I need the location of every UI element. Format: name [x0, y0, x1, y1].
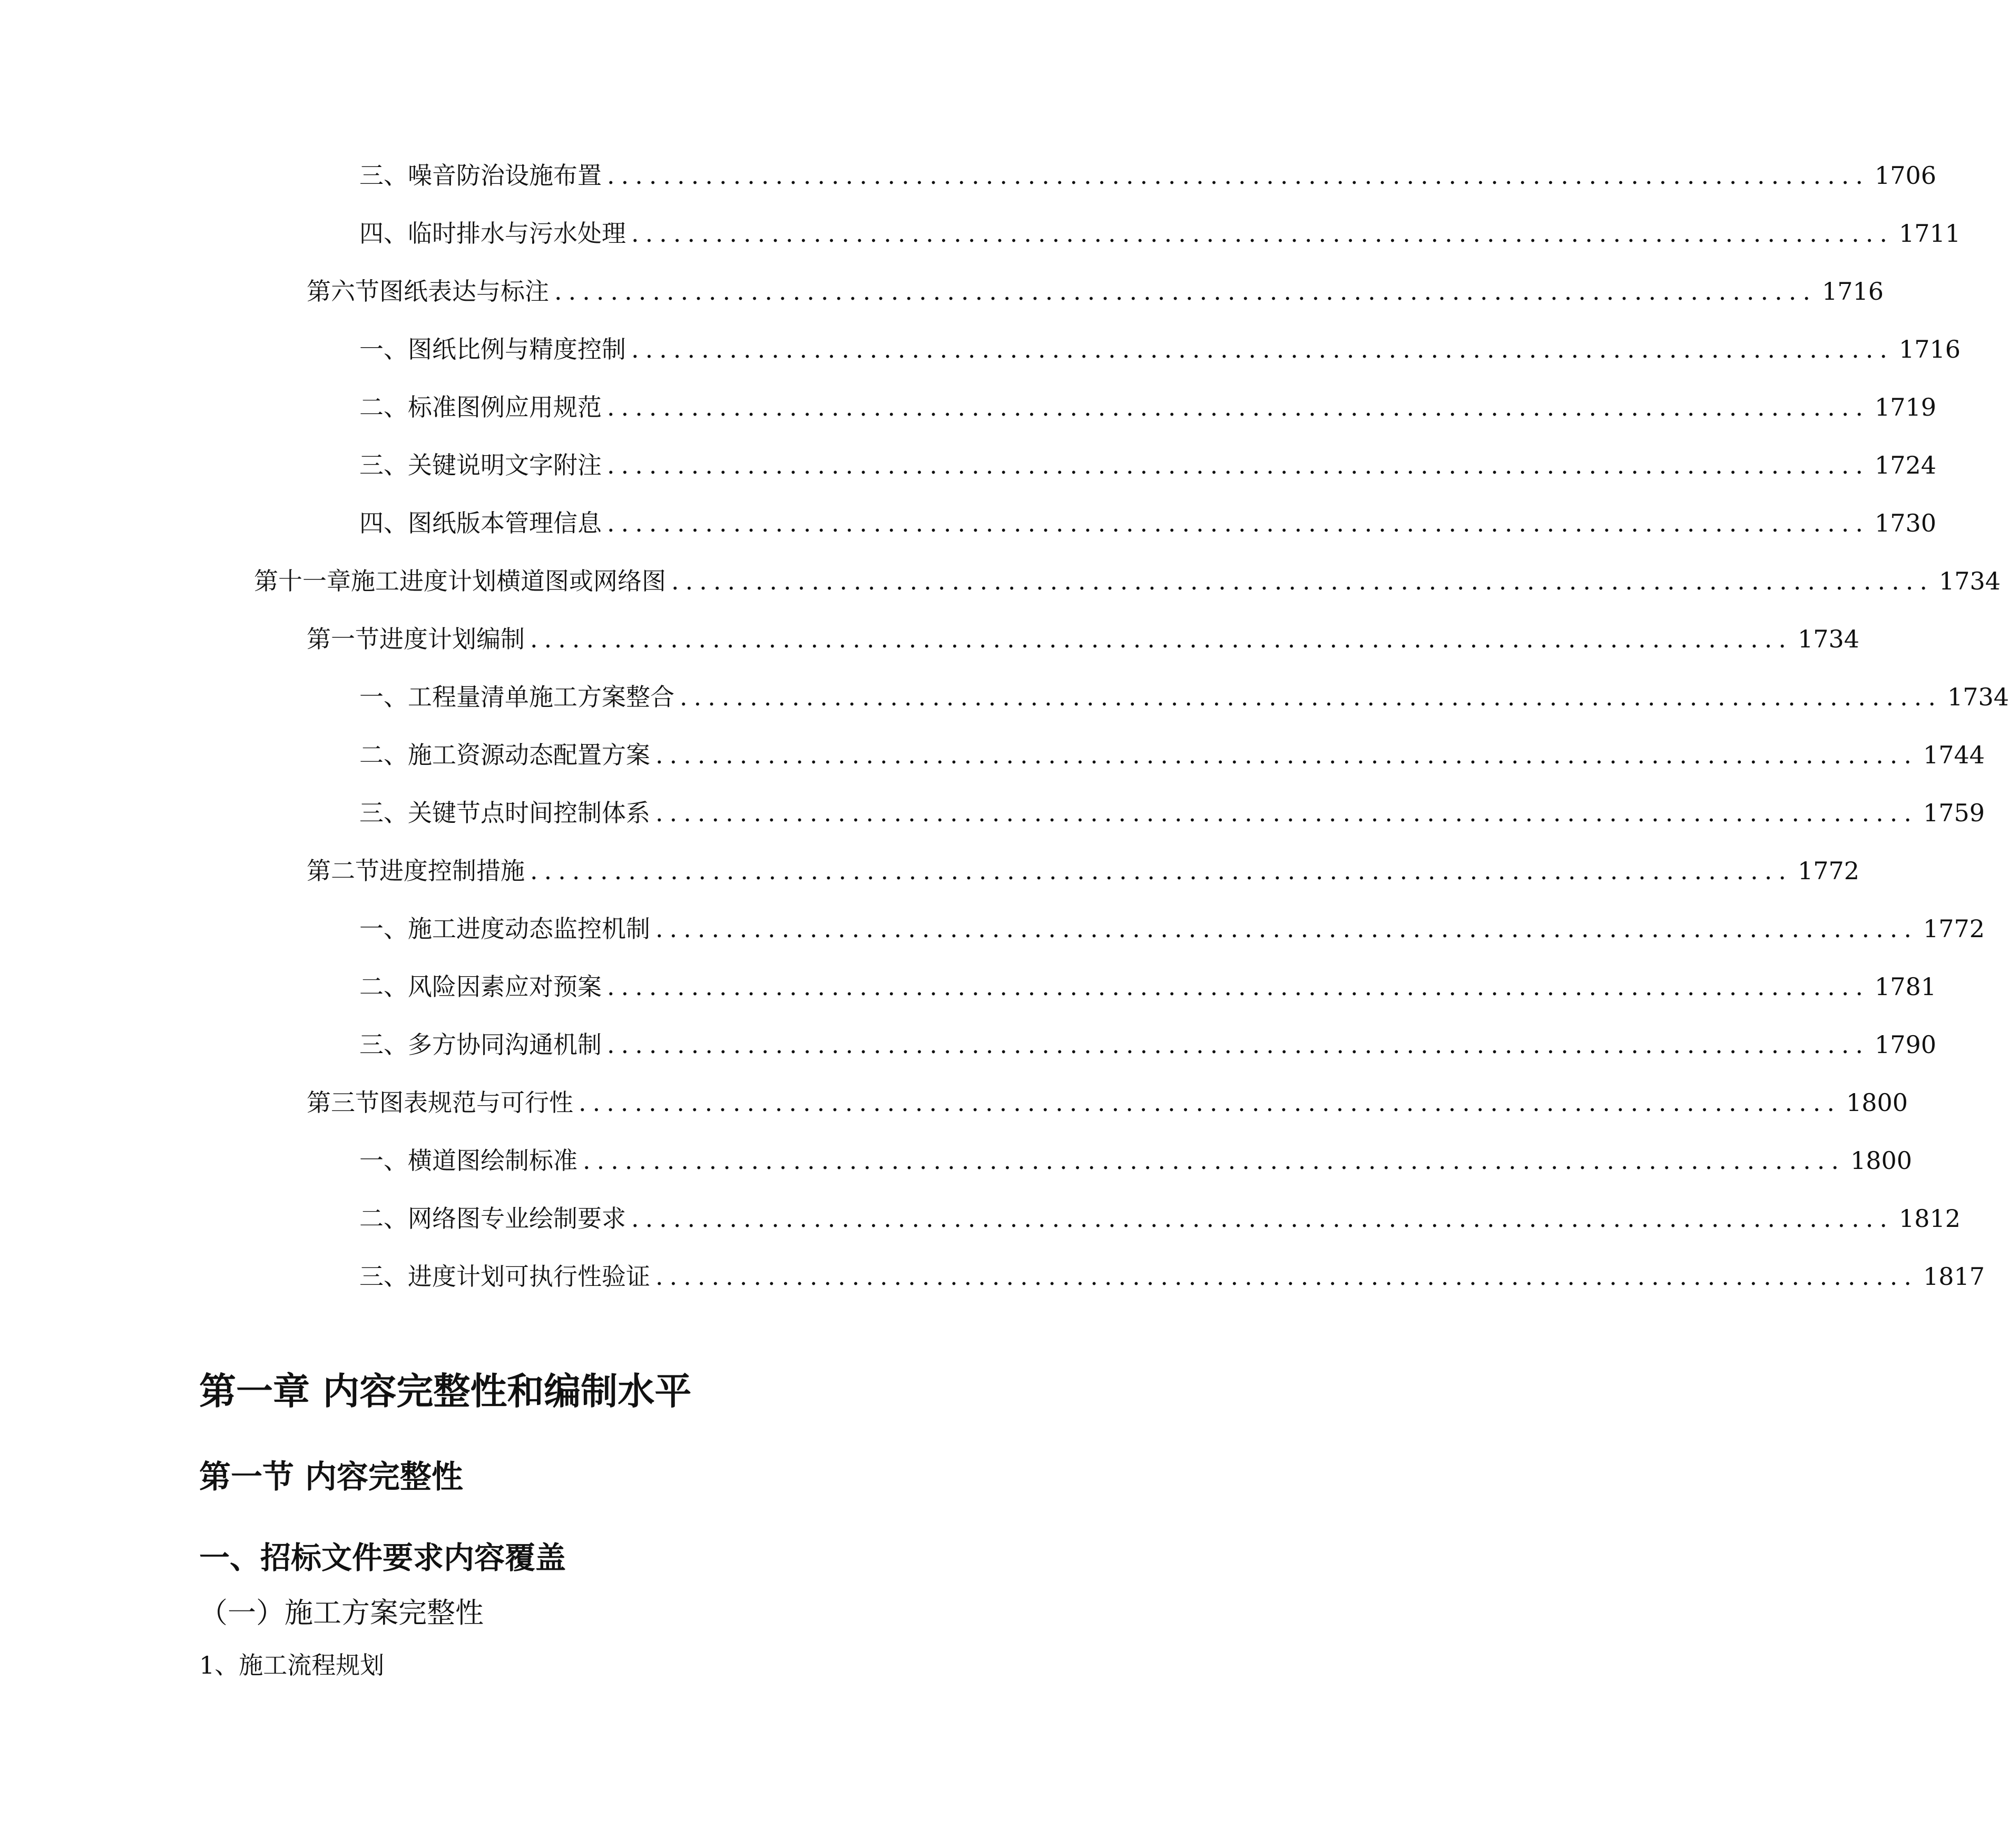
- toc-entry-title: 关键说明文字附注: [408, 451, 602, 479]
- toc-entry-page: 1734: [1947, 683, 2009, 711]
- toc-entry-number: 二、: [359, 1204, 408, 1233]
- toc-entry-page: 1800: [1846, 1088, 1908, 1117]
- toc-entry-number: 第一节: [307, 625, 379, 653]
- toc-leader-dots: ..........................................................................................: [655, 799, 1918, 827]
- toc-entry[interactable]: [307, 853, 1860, 888]
- toc-entry-title: 施工资源动态配置方案: [408, 741, 650, 769]
- toc-entry-page: 1734: [1798, 625, 1860, 653]
- toc-entry[interactable]: [359, 1201, 1961, 1236]
- toc-entry-title: 风险因素应对预案: [408, 972, 602, 1001]
- toc-entry[interactable]: [359, 158, 1937, 193]
- toc-leader-dots: ..........................................................................................: [583, 1146, 1845, 1175]
- toc-entry-number: 二、: [359, 741, 408, 769]
- toc-entry[interactable]: [307, 622, 1860, 656]
- item-heading: 1、施工流程规划: [199, 1651, 385, 1679]
- toc-entry-page: 1800: [1850, 1146, 1913, 1175]
- toc-entry-number: 二、: [359, 972, 408, 1001]
- toc-entry-number: 一、: [359, 683, 408, 711]
- toc-leader-dots: ..........................................................................................: [607, 451, 1869, 479]
- toc-entry-title: 图纸比例与精度控制: [408, 335, 626, 363]
- toc-entry[interactable]: [359, 448, 1937, 483]
- toc-leader-dots: ..........................................................................................: [607, 509, 1869, 537]
- toc-leader-dots: ..........................................................................................: [607, 161, 1869, 190]
- toc-entry-title: 多方协同沟通机制: [408, 1030, 602, 1059]
- toc-entry-title: 施工进度动态监控机制: [408, 915, 650, 943]
- toc-entry-page: 1759: [1923, 799, 1985, 827]
- toc-entry-title: 图纸表达与标注: [379, 277, 549, 306]
- toc-entry-number: 四、: [359, 509, 408, 537]
- toc-leader-dots: ..........................................................................................: [631, 219, 1894, 248]
- toc-entry[interactable]: [359, 680, 2009, 714]
- toc-entry-page: 1790: [1875, 1030, 1937, 1059]
- toc-entry[interactable]: [359, 738, 1985, 772]
- toc-entry-number: 四、: [359, 219, 408, 248]
- toc-entry-number: 三、: [359, 1262, 408, 1291]
- toc-entry-number: 一、: [359, 335, 408, 363]
- toc-entry-number: 第十一章: [254, 567, 351, 595]
- toc-leader-dots: ..........................................................................................: [680, 683, 1942, 711]
- toc-entry-title: 关键节点时间控制体系: [408, 799, 650, 827]
- toc-entry[interactable]: [359, 1143, 1913, 1178]
- toc-entry-page: 1716: [1899, 335, 1961, 363]
- toc-leader-dots: ..........................................................................................: [631, 335, 1894, 363]
- toc-entry[interactable]: [359, 911, 1985, 946]
- toc-entry-page: 1772: [1798, 857, 1860, 885]
- toc-entry-title: 临时排水与污水处理: [408, 219, 626, 248]
- chapter-heading: 第一章 内容完整性和编制水平: [199, 1370, 692, 1413]
- toc-entry[interactable]: [307, 1085, 1908, 1120]
- toc-entry[interactable]: [359, 506, 1937, 540]
- toc-entry-page: 1711: [1899, 219, 1961, 248]
- toc-entry-number: 一、: [359, 1146, 408, 1175]
- toc-entry-page: 1744: [1923, 741, 1985, 769]
- toc-entry[interactable]: [254, 564, 2001, 598]
- toc-entry[interactable]: [307, 274, 1884, 309]
- toc-entry-page: 1772: [1923, 915, 1985, 943]
- toc-entry[interactable]: [359, 1027, 1937, 1062]
- toc-entry-page: 1706: [1875, 161, 1937, 190]
- toc-entry[interactable]: [359, 795, 1985, 830]
- toc-entry-title: 图表规范与可行性: [379, 1088, 573, 1117]
- toc-entry-title: 标准图例应用规范: [408, 393, 602, 421]
- toc-entry-title: 横道图绘制标准: [408, 1146, 577, 1175]
- toc-entry-page: 1734: [1939, 567, 2001, 595]
- toc-entry-title: 进度计划编制: [379, 625, 525, 653]
- toc-entry-number: 三、: [359, 451, 408, 479]
- toc-leader-dots: ..........................................................................................: [607, 972, 1869, 1001]
- toc-entry-number: 一、: [359, 915, 408, 943]
- toc-entry-page: 1781: [1875, 972, 1937, 1001]
- toc-leader-dots: ..........................................................................................: [554, 277, 1817, 306]
- toc-entry-page: 1812: [1899, 1204, 1961, 1233]
- toc-entry-title: 工程量清单施工方案整合: [408, 683, 674, 711]
- toc-entry-number: 第三节: [307, 1088, 379, 1117]
- toc-leader-dots: ..........................................................................................: [607, 393, 1869, 421]
- toc-entry[interactable]: [359, 969, 1937, 1004]
- toc-entry-number: 第六节: [307, 277, 379, 306]
- toc-entry-page: 1730: [1875, 509, 1937, 537]
- toc-leader-dots: ..........................................................................................: [530, 625, 1792, 653]
- toc-entry[interactable]: [359, 332, 1961, 367]
- toc-entry[interactable]: [359, 390, 1937, 425]
- toc-leader-dots: ..........................................................................................: [655, 915, 1918, 943]
- toc-entry-number: 第二节: [307, 857, 379, 885]
- toc-leader-dots: ..........................................................................................: [655, 741, 1918, 769]
- toc-entry-page: 1817: [1923, 1262, 1985, 1291]
- toc-leader-dots: ..........................................................................................: [530, 857, 1792, 885]
- toc-entry-title: 网络图专业绘制要求: [408, 1204, 626, 1233]
- toc-entry-page: 1719: [1875, 393, 1937, 421]
- toc-entry[interactable]: [359, 1259, 1985, 1294]
- toc-entry-page: 1716: [1822, 277, 1884, 306]
- toc-entry-title: 施工进度计划横道图或网络图: [351, 567, 666, 595]
- toc-leader-dots: ..........................................................................................: [655, 1262, 1918, 1291]
- toc-leader-dots: ..........................................................................................: [671, 567, 1934, 595]
- toc-entry-title: 进度控制措施: [379, 857, 525, 885]
- toc-entry-number: 三、: [359, 161, 408, 190]
- toc-entry-title: 图纸版本管理信息: [408, 509, 602, 537]
- sub-subsection-heading: （一）施工方案完整性: [199, 1596, 484, 1629]
- toc-entry[interactable]: [359, 216, 1961, 251]
- toc-entry-number: 二、: [359, 393, 408, 421]
- toc-entry-title: 噪音防治设施布置: [408, 161, 602, 190]
- section-heading: 第一节 内容完整性: [199, 1459, 463, 1496]
- toc-leader-dots: ..........................................................................................: [631, 1204, 1894, 1233]
- toc-entry-number: 三、: [359, 799, 408, 827]
- toc-entry-page: 1724: [1875, 451, 1937, 479]
- toc-leader-dots: ..........................................................................................: [579, 1088, 1841, 1117]
- toc-entry-number: 三、: [359, 1030, 408, 1059]
- subsection-heading: 一、招标文件要求内容覆盖: [199, 1540, 566, 1576]
- toc-entry-title: 进度计划可执行性验证: [408, 1262, 650, 1291]
- toc-leader-dots: ..........................................................................................: [607, 1030, 1869, 1059]
